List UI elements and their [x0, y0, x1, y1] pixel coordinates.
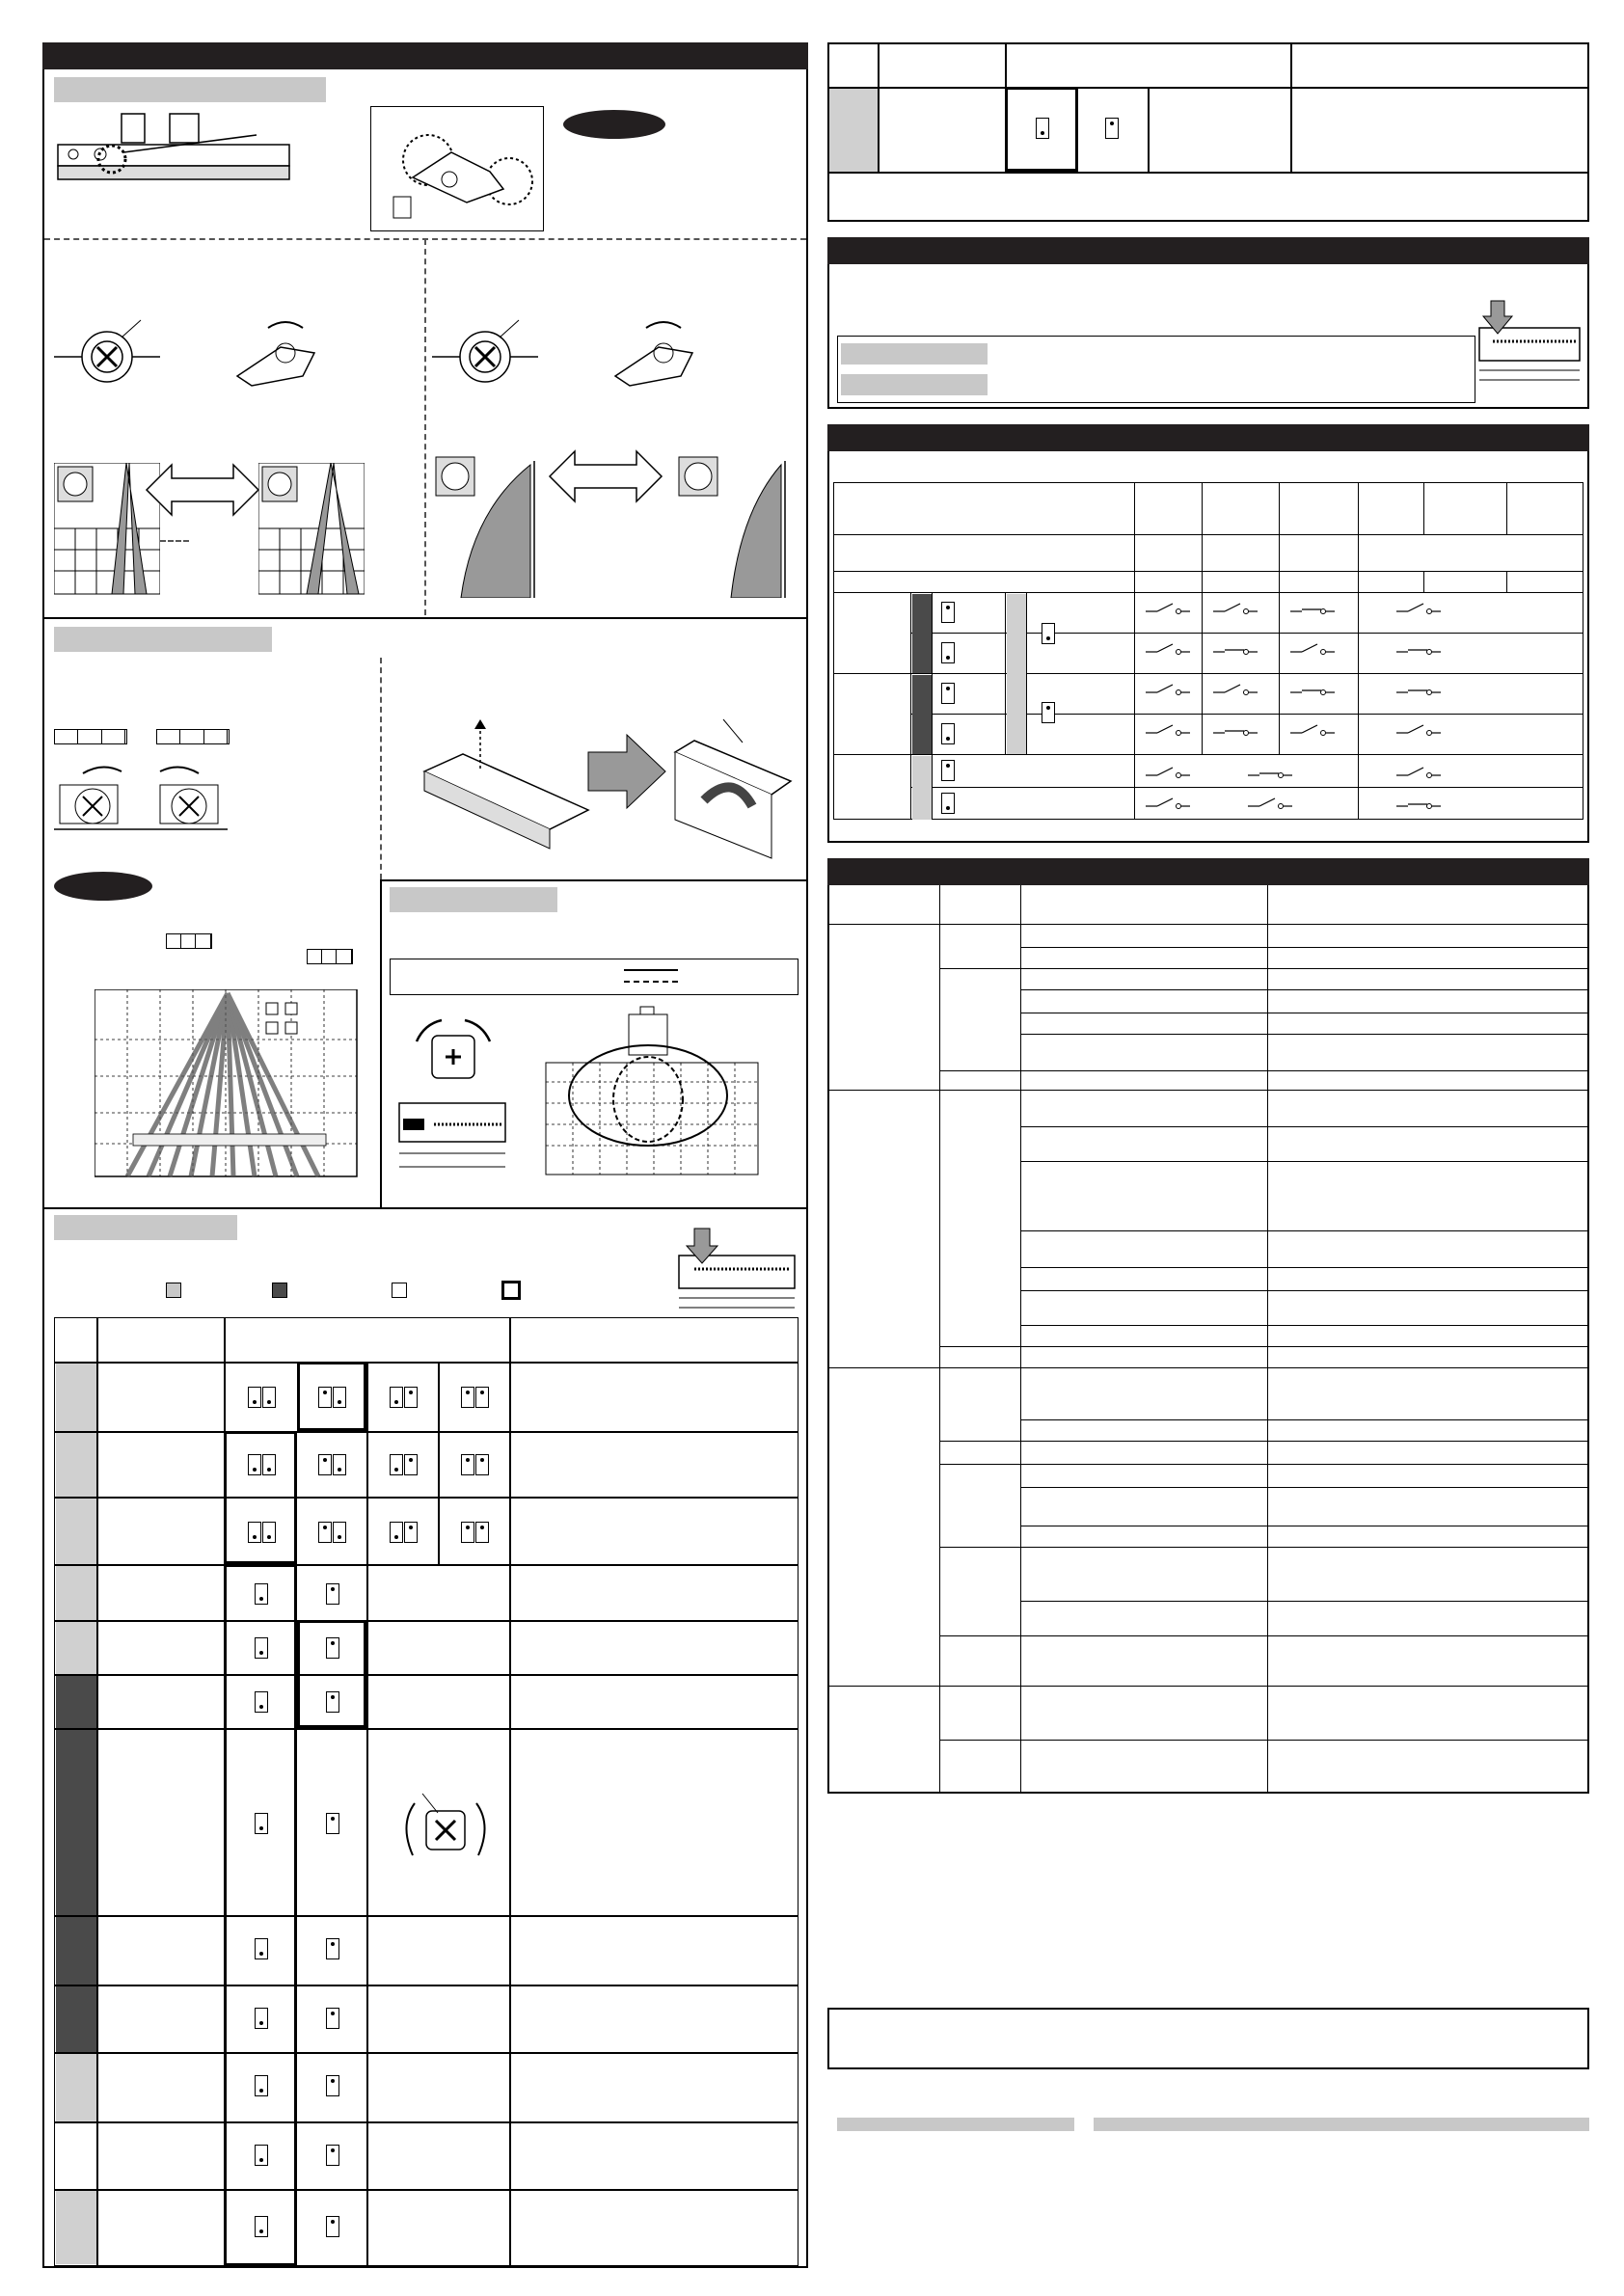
sp-hline — [1020, 1419, 1589, 1420]
switch-icon — [255, 2008, 268, 2029]
st-hline — [54, 1985, 798, 1986]
trt-vline — [1290, 42, 1292, 172]
sensor-removal-diagram — [405, 714, 798, 868]
switch-icon — [941, 760, 955, 781]
sp-hline — [1020, 1290, 1589, 1291]
sp-hline — [939, 1464, 1589, 1465]
legend-white-swatch — [392, 1283, 407, 1298]
switch-icon — [461, 1454, 474, 1475]
panel-4-header — [827, 858, 1589, 885]
switch-icon — [461, 1522, 474, 1543]
switch-icon — [326, 2145, 339, 2166]
switch-icon — [255, 1691, 268, 1713]
switch-icon — [404, 1387, 418, 1408]
section-4-label — [54, 1215, 237, 1240]
sp-vline — [1020, 885, 1021, 1794]
st-hline — [54, 1497, 798, 1499]
st-hline — [54, 1362, 798, 1364]
sensor-head-icon — [374, 110, 540, 228]
switch-icon — [318, 1522, 332, 1543]
st-hline — [54, 1431, 798, 1433]
st-cell-dark — [56, 1986, 96, 2052]
sp-hline — [1020, 1161, 1589, 1162]
st-cell-light — [56, 1499, 96, 1564]
st-cell-light — [56, 1622, 96, 1674]
sp-hline — [827, 1090, 1589, 1091]
switch-icon — [248, 1454, 261, 1475]
switch-icon — [941, 683, 955, 704]
switch-icon — [326, 1938, 339, 1959]
panel-2-label-b — [841, 374, 988, 395]
switch-icon — [255, 1813, 268, 1834]
st-hline — [54, 1674, 798, 1676]
ct-vline — [1506, 571, 1507, 592]
divider-h-2 — [42, 617, 808, 619]
switch-icon — [1105, 118, 1119, 139]
footer-bar-left — [837, 2118, 1074, 2131]
sp-hline — [1020, 1126, 1589, 1127]
curtain-diagram-a — [434, 453, 559, 598]
st-cell-light — [56, 1364, 96, 1431]
sp-hline — [1020, 989, 1589, 990]
switch-icon — [404, 1522, 418, 1543]
switch-icon — [941, 793, 955, 814]
divider-v-3 — [380, 879, 382, 1209]
sp-hline — [827, 1686, 1589, 1687]
beam-grid-b — [258, 463, 365, 598]
switch-icon — [390, 1454, 403, 1475]
left-section-header — [42, 42, 808, 69]
switch-icon — [475, 1454, 489, 1475]
sp-hline — [827, 1367, 1589, 1368]
switch-icon — [1036, 118, 1049, 139]
st-bold-box — [224, 1431, 297, 1564]
st-hline — [54, 1620, 798, 1622]
switch-icon — [941, 602, 955, 623]
sp-hline — [1020, 1230, 1589, 1231]
st-cell-light — [56, 2191, 96, 2264]
ct-hline — [833, 534, 1583, 535]
curtain-diagram-b — [677, 453, 802, 598]
st-hline — [54, 2052, 798, 2054]
switch-icon — [326, 1691, 339, 1713]
sp-hline — [1020, 1601, 1589, 1602]
switch-icon — [262, 1454, 276, 1475]
switch-icon — [941, 642, 955, 663]
sp-hline — [939, 1635, 1589, 1636]
switch-icon — [255, 1583, 268, 1605]
note-box — [827, 2008, 1589, 2069]
switch-icon — [262, 1387, 276, 1408]
top-right-table — [827, 42, 1589, 222]
sp-hline — [939, 968, 1589, 969]
switch-icon — [318, 1454, 332, 1475]
switch-icon — [1042, 623, 1055, 644]
sensor-unit-illustration — [54, 106, 334, 212]
switch-icon — [475, 1387, 489, 1408]
switch-icon — [326, 2008, 339, 2029]
switch-icon — [326, 2216, 339, 2237]
switch-icon — [326, 1637, 339, 1659]
note-badge-2 — [54, 872, 152, 901]
sp-hline — [1020, 947, 1589, 948]
knob-diagram-right — [432, 309, 798, 405]
sp-hline — [939, 1441, 1589, 1442]
ct-vline — [1506, 482, 1507, 534]
st-bold-box — [297, 1362, 366, 1431]
st-cell-dark — [56, 1676, 96, 1728]
switch-icon — [248, 1522, 261, 1543]
knob-diagram-left — [54, 309, 420, 405]
trt-cell-light — [829, 89, 878, 172]
divider-h-4 — [42, 1207, 808, 1209]
selector-box-a — [54, 729, 127, 744]
selector-box-b — [156, 729, 230, 744]
sp-hline — [939, 1346, 1589, 1347]
switch-icon — [333, 1522, 346, 1543]
sp-hline — [939, 1547, 1589, 1548]
double-arrow-icon — [145, 461, 260, 519]
switch-icon — [255, 2145, 268, 2166]
st-hline — [54, 2189, 798, 2191]
ct-vline — [932, 592, 933, 820]
legend-dashed-line — [624, 981, 678, 983]
switch-icon — [475, 1522, 489, 1543]
switch-icon — [326, 2075, 339, 2096]
switch-icon — [1042, 702, 1055, 723]
ct-cell-light — [1007, 594, 1026, 754]
switch-icon — [255, 1938, 268, 1959]
trt-hline — [827, 87, 1589, 89]
ct-vline — [1423, 482, 1424, 534]
section-2-label — [54, 627, 272, 652]
switch-icon — [326, 1813, 339, 1834]
sp-hline — [939, 1070, 1589, 1071]
coverage-pattern-grid — [544, 1003, 762, 1176]
ct-hline — [833, 571, 1583, 572]
selector-box-d — [307, 949, 353, 964]
st-vline — [509, 1317, 511, 2266]
switch-icon — [318, 1387, 332, 1408]
panel-2-label-a — [841, 343, 988, 365]
ct-vline — [910, 592, 911, 820]
double-arrow-icon-2 — [548, 447, 663, 505]
selector-box-c — [166, 933, 212, 949]
beam-grid-a-dash — [160, 540, 189, 542]
st-cell-light — [56, 2054, 96, 2121]
st-hline — [54, 1728, 798, 1730]
switch-icon — [333, 1387, 346, 1408]
st-cell-light — [56, 1433, 96, 1497]
sp-vline — [939, 885, 940, 1794]
st-cell-dark — [56, 1730, 96, 1915]
section-3-label — [390, 887, 557, 912]
panel-3-header — [827, 424, 1589, 451]
switch-icon — [255, 1637, 268, 1659]
divider-h-3 — [380, 879, 808, 881]
note-badge — [563, 110, 665, 139]
switch-icon — [390, 1522, 403, 1543]
sensor-top-view-icon-2 — [1475, 295, 1583, 386]
adjust-dial-icon — [395, 1013, 511, 1186]
ct-cell-dark — [912, 675, 932, 754]
wide-beam-grid — [95, 989, 359, 1178]
legend-dark-swatch — [272, 1283, 287, 1298]
switch-icon — [248, 1387, 261, 1408]
trt-vline — [878, 42, 880, 172]
contact-symbols — [1134, 592, 1583, 820]
sensor-top-view-icon — [675, 1221, 798, 1313]
st-vline — [96, 1317, 98, 2266]
sp-hline — [827, 924, 1589, 925]
ct-vline — [1026, 592, 1027, 754]
st-vline — [438, 1362, 440, 1564]
switch-icon — [404, 1454, 418, 1475]
panel-2-header — [827, 237, 1589, 264]
st-hline — [54, 2121, 798, 2123]
trt-vline — [1148, 87, 1150, 172]
st-cell-dark — [56, 1917, 96, 1985]
sp-hline — [1020, 1034, 1589, 1035]
sp-hline — [939, 1740, 1589, 1741]
sp-hline — [1020, 1487, 1589, 1488]
legend-light-swatch — [166, 1283, 181, 1298]
ct-cell-light — [912, 756, 932, 820]
switch-icon — [461, 1387, 474, 1408]
st-cell-light — [56, 1566, 96, 1620]
divider-v-1 — [424, 239, 426, 615]
switch-icon — [333, 1454, 346, 1475]
switch-icon — [255, 2075, 268, 2096]
trt-hline — [827, 172, 1589, 174]
ct-vline — [1005, 592, 1006, 754]
ct-cell-dark — [912, 594, 932, 673]
switch-icon — [326, 1583, 339, 1605]
sp-hline — [1020, 1267, 1589, 1268]
st-vline — [366, 1362, 368, 1564]
st-hline — [54, 1564, 798, 1566]
rotary-dial-icon — [393, 1774, 498, 1880]
footer-bar-right — [1094, 2118, 1589, 2131]
st-vline — [366, 1564, 368, 2266]
ct-vline — [1423, 571, 1424, 592]
sp-hline — [1020, 1325, 1589, 1326]
line-legend-box — [390, 959, 798, 995]
legend-solid-line — [624, 969, 678, 971]
switch-icon — [262, 1522, 276, 1543]
st-hline — [54, 1915, 798, 1917]
sp-vline — [1267, 885, 1268, 1794]
switch-icon — [941, 723, 955, 744]
legend-bold-swatch — [501, 1281, 521, 1300]
divider-v-2 — [380, 658, 382, 879]
switch-icon — [255, 2216, 268, 2237]
section-1-label — [54, 77, 326, 102]
switch-icon — [390, 1387, 403, 1408]
dual-dial-icon — [54, 762, 228, 839]
